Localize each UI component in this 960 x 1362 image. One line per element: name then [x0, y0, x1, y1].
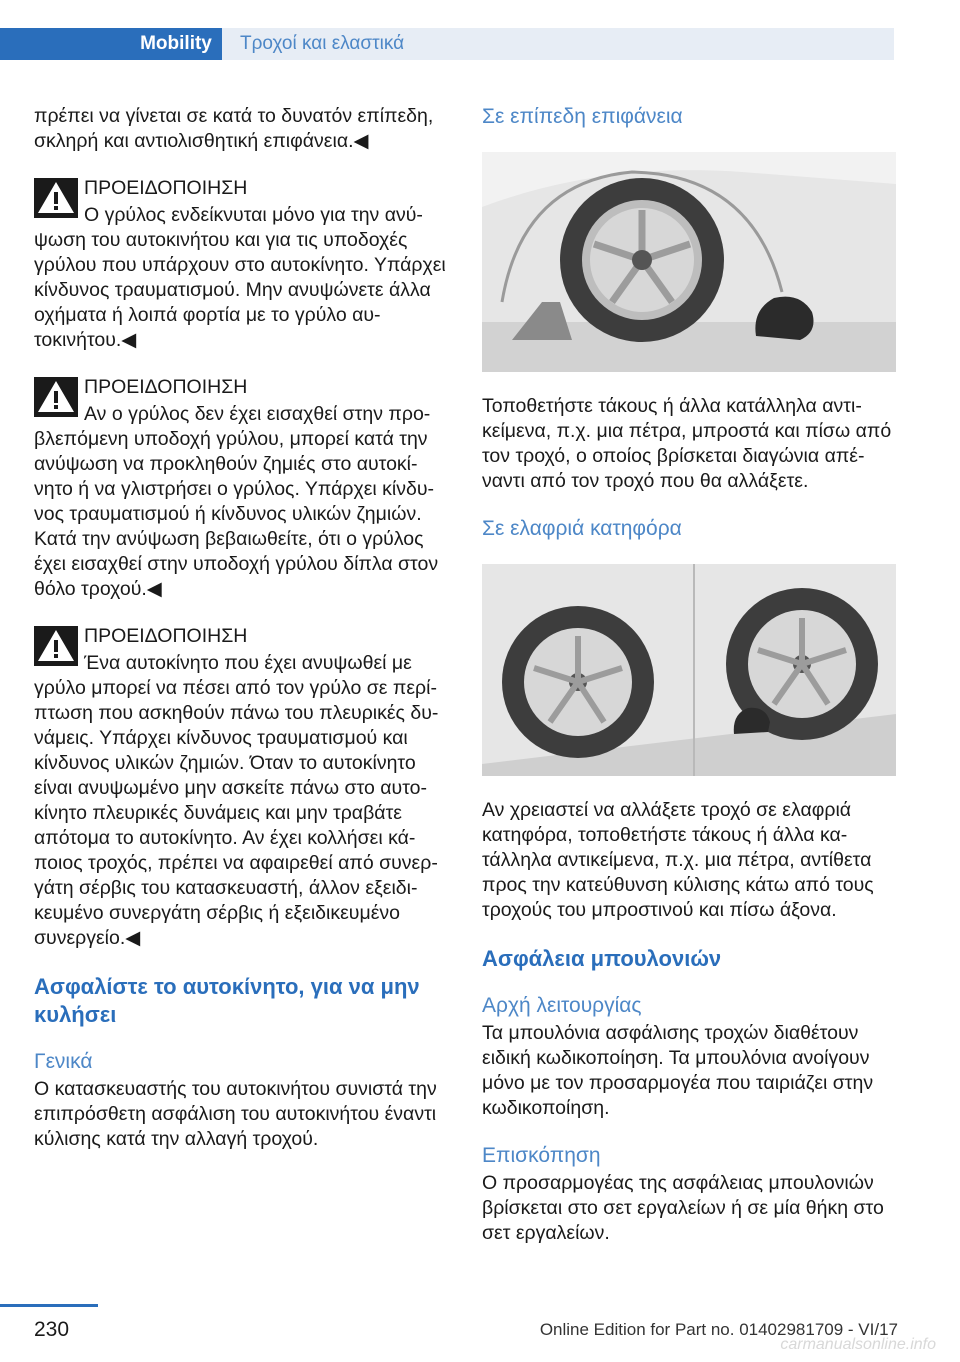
warning-block — [34, 624, 446, 951]
edition-info: Online Edition for Part no. 01402981709 - VI/17 — [539, 1320, 898, 1339]
warning-title: ΠΡΟΕΙΔΟΠΟΙΗΣΗ — [84, 177, 248, 199]
warning-title: ΠΡΟΕΙΔΟΠΟΙΗΣΗ — [84, 625, 248, 647]
subheading-flat-surface: Σε επίπεδη επιφάνεια — [482, 105, 683, 128]
wheel-chock-illustration — [482, 152, 896, 372]
subheading-general: Γενικά — [34, 1050, 93, 1073]
flat-surface-paragraph: Τοποθετήστε τάκους ή άλλα κατάλληλα αντικείμενα, π.χ. μια πέτρα, μπροστά και πίσω από τον τροχό, ο οποίος βρίσκεται διαγώνια απέναντι από τον τροχό που θα αλλάξετε. — [482, 395, 892, 492]
warning-text: Αν ο γρύλος δεν έχει εισαχθεί στην προβλεπόμενη υποδοχή γρύλου, μπορεί κατά την ανύψωση να προκληθούν ζημιές στο αυτοκίνητο ή να γλιστρήσει ο γρύλος. Υπάρχει κίνδυνος τραυματισμού ή κίνδυνος υλικών ζημιών. Κατά την ανύψωση βεβαιωθείτε, ότι ο γρύλος έχει εισαχθεί στην υποδοχή γρύλου δίπλα στον θόλο τροχού.◀ — [34, 403, 439, 600]
slope-paragraph: Αν χρειαστεί να αλλάξετε τροχό σε ελαφριά κατηφόρα, τοποθετήστε τάκους ή άλλα κατάλληλα αντικείμενα, π.χ. μια πέτρα, αντίθετα προς την κατεύθυνση κύλισης κάτω από τους τροχούς του μπροστινού και πίσω άξονα. — [482, 799, 874, 921]
subheading-principle: Αρχή λειτουργίας — [482, 994, 642, 1017]
figure-flat-surface-chock — [482, 152, 896, 372]
warning-text: Ένα αυτοκίνητο που έχει ανυψωθεί με γρύλο μπορεί να πέσει από τον γρύλο σε περίπτωση που ασκηθούν πάνω του πλευρικές δυνάμεις. Υπάρχει κίνδυνος τραυματισμού και κίνδυνος υλικών ζημιών. Όταν το αυτοκίνητο είναι ανυψωμένο μην ασκείτε πάνω στο αυτοκίνητο πλευρικές δυνάμεις και μην τραβάτε απότομα το αυτοκίνητο. Αν έχει κολλήσει κάποιος τροχός, πρέπει να αφαιρεθεί από συνεργάτη σέρβις του κατασκευαστή, άλλον εξειδικευμένο συνεργάτη σέρβις ή εξειδικευμένο συνεργείο.◀ — [34, 652, 439, 949]
chapter-tab[interactable]: Τροχοί και ελαστικά — [222, 28, 894, 60]
warning-triangle-icon — [34, 626, 78, 666]
warning-text: Ο γρύλος ενδείκνυται μόνο για την ανύψωση του αυτοκινήτου και για τις υποδοχές γρύλου που υπάρχουν στο αυτοκίνητο. Υπάρχει κίνδυνος τραυματισμού. Μην ανυψώνετε άλλα οχήματα ή λοιπά φορτία με το γρύλο αυτοκινήτου.◀ — [34, 204, 446, 351]
section-tab[interactable]: Mobility — [130, 28, 222, 60]
principle-paragraph: Τα μπουλόνια ασφάλισης τροχών διαθέτουν ειδική κωδικοποίηση. Τα μπουλόνια ανοίγουν μόνο με τον προσαρμογέα που ταιριάζει στην κωδικοποίηση. — [482, 1022, 874, 1119]
intro-paragraph: πρέπει να γίνεται σε κατά το δυνατόν επίπεδη, σκληρή και αντιολισθητική επιφάνεια.◀ — [34, 105, 434, 152]
footer-accent-line — [0, 1304, 98, 1307]
watermark: carmanualsonline.info — [780, 1336, 936, 1353]
subheading-overview: Επισκόπηση — [482, 1144, 601, 1167]
page-number: 230 — [34, 1318, 70, 1341]
section-heading-wheel-bolts: Ασφάλεια μπουλονιών — [482, 946, 722, 971]
general-paragraph: Ο κατασκευαστής του αυτοκινήτου συνιστά την επιπρόσθετη ασφάλιση του αυτοκινήτου έναντι κύλισης κατά την αλλαγή τροχού. — [34, 1078, 437, 1150]
slope-chocks-illustration — [482, 564, 896, 776]
warning-triangle-icon — [34, 178, 78, 218]
overview-paragraph: Ο προσαρμογέας της ασφάλειας μπουλονιών βρίσκεται στο σετ εργαλείων ή σε μία θήκη στο σετ εργαλείων. — [482, 1172, 884, 1244]
warning-title: ΠΡΟΕΙΔΟΠΟΙΗΣΗ — [84, 376, 248, 398]
subheading-slope: Σε ελαφριά κατηφόρα — [482, 517, 682, 540]
left-column — [34, 104, 446, 1174]
warning-block — [34, 176, 446, 353]
section-heading-secure-vehicle: Ασφαλίστε το αυτοκίνητο, για να μην κυλήσει — [34, 974, 420, 1027]
warning-block — [34, 375, 446, 602]
header-accent-bar — [0, 28, 130, 60]
page-header — [0, 0, 960, 60]
warning-triangle-icon — [34, 377, 78, 417]
figure-slope-chocks — [482, 564, 896, 776]
right-column — [482, 104, 896, 1268]
